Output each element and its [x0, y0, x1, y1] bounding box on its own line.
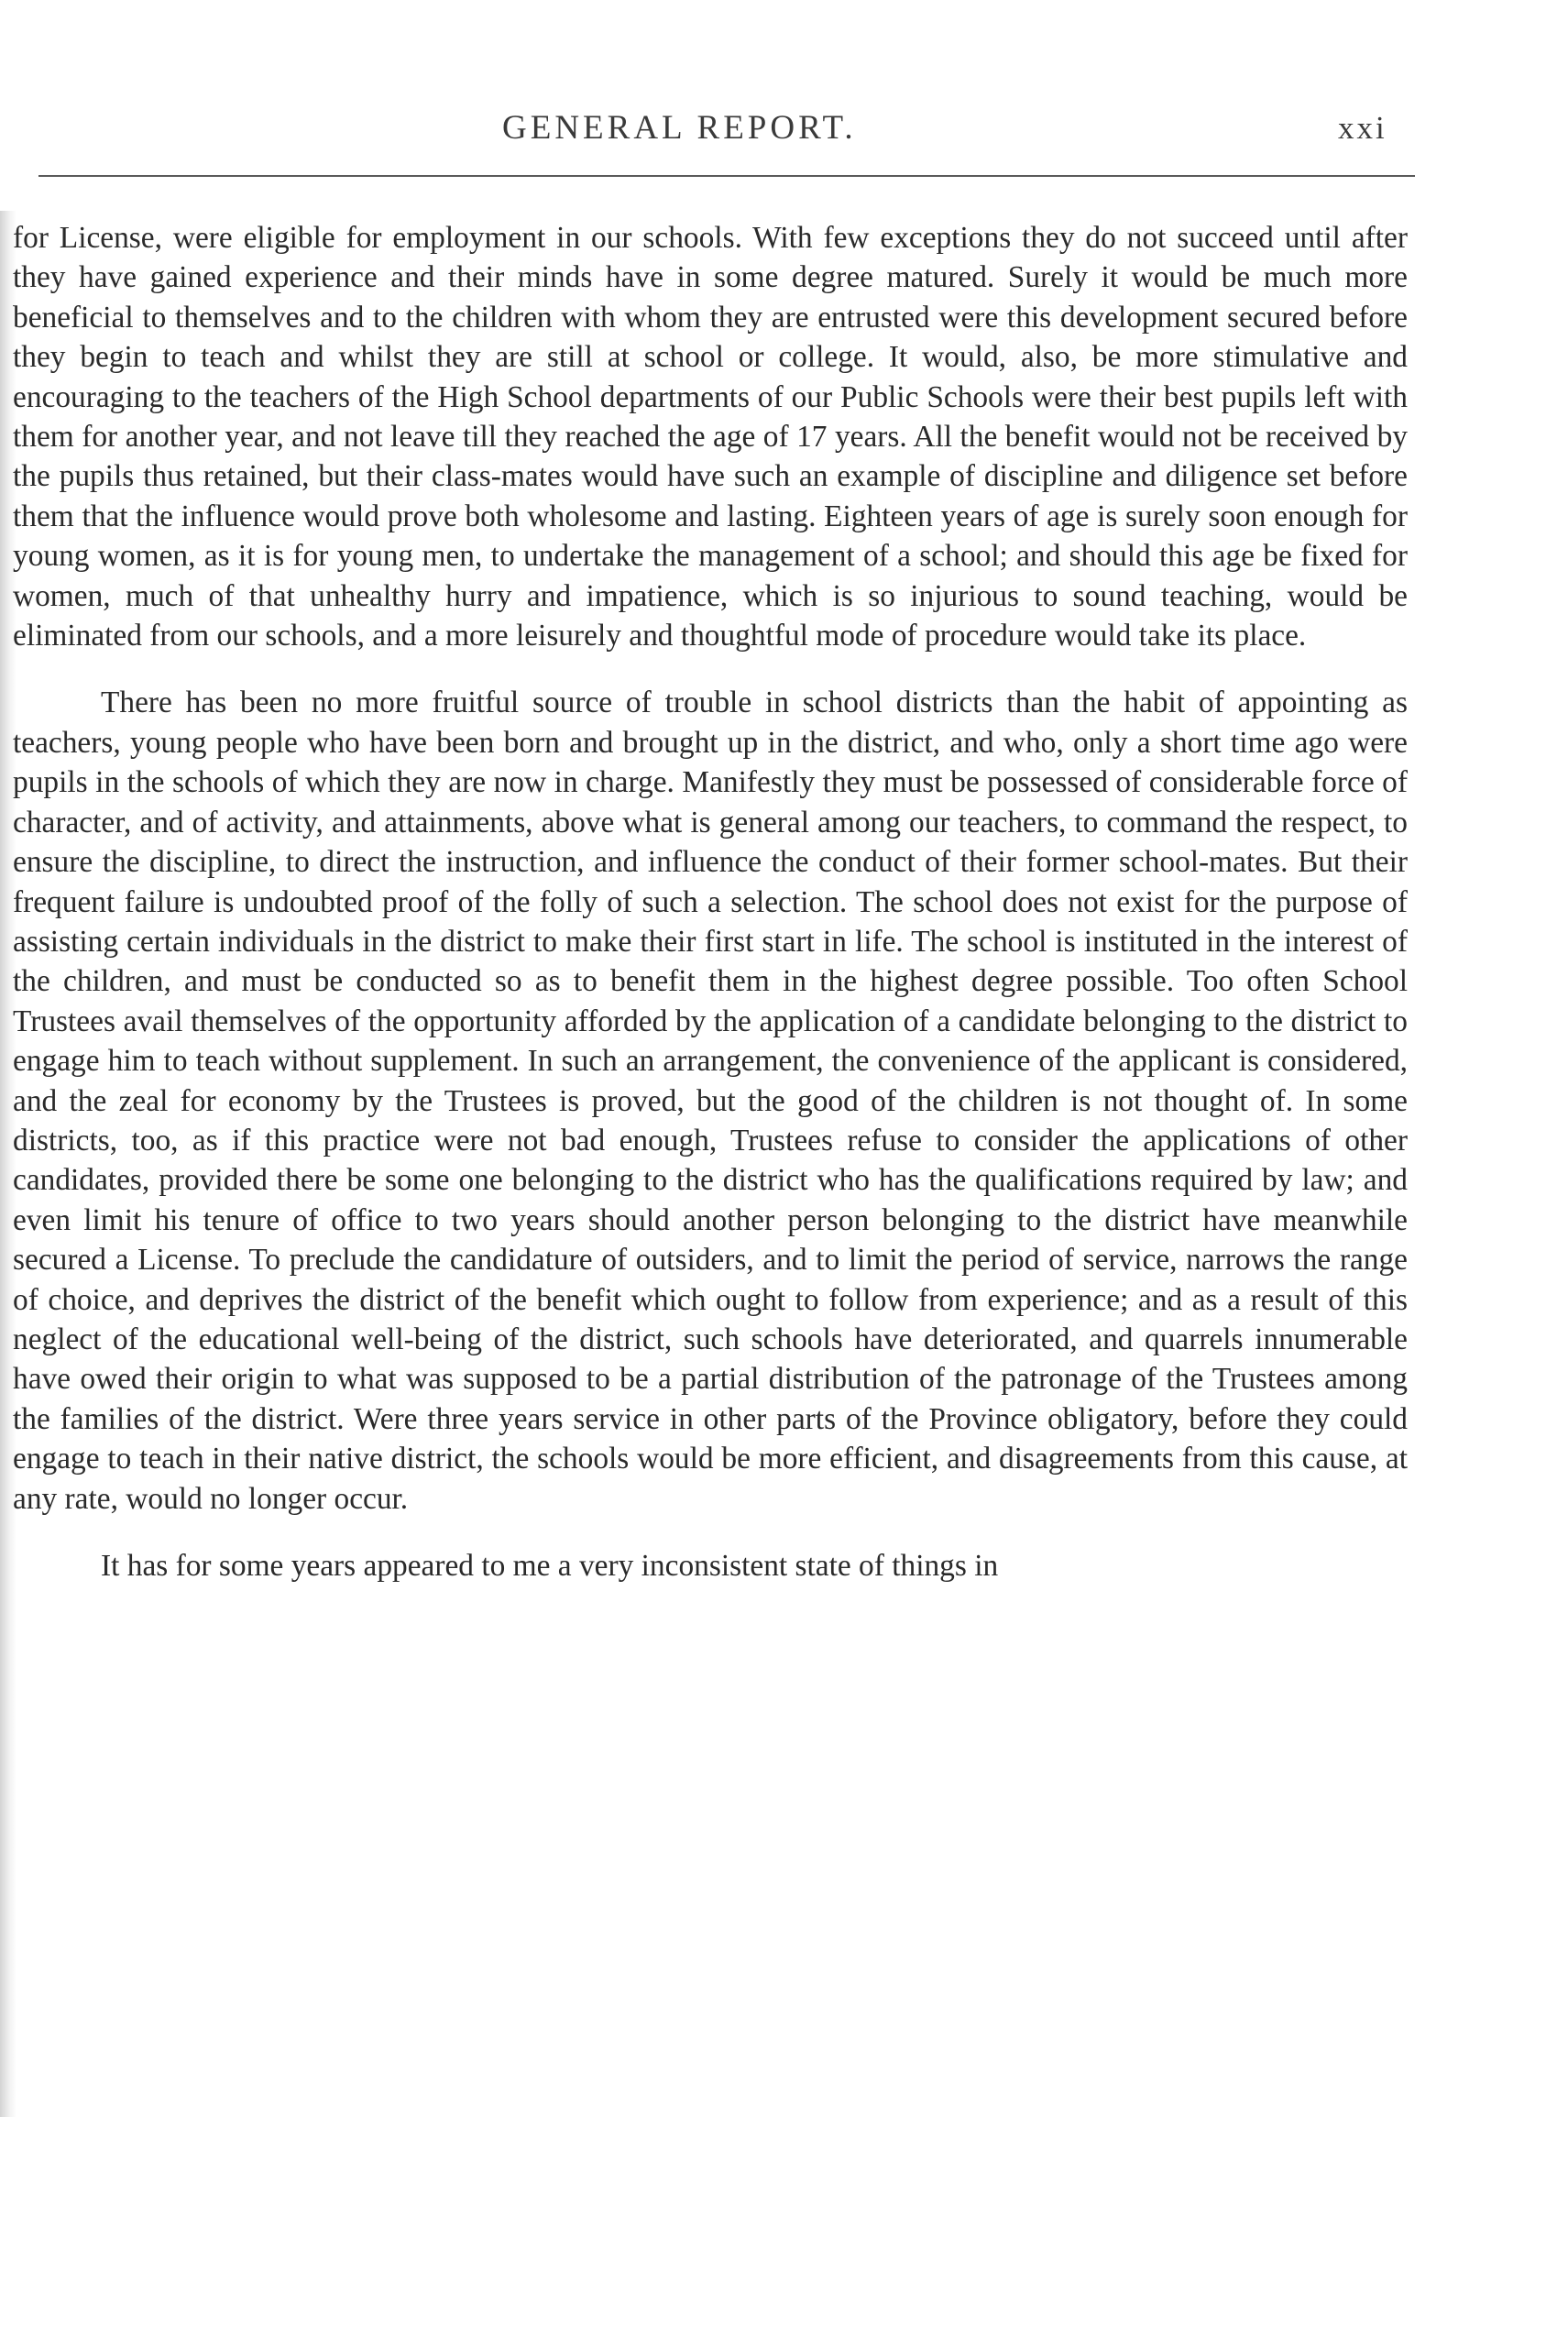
- running-title: GENERAL REPORT.: [502, 109, 857, 147]
- page-header: [37, 108, 1411, 154]
- paragraph-1: for License, were eligible for employment in our schools. With few exceptions they do not succeed until after they have gained experience and their minds have in some degree matured. Surely it would be much more beneficial to themselves and to the children with whom they are entrusted were this development secured before they begin to teach and whilst they are still at school or college. It would, also, be more stimulative and encouraging to the teachers of the High School departments of our Public Schools were their best pupils left with them for another year, and not leave till they reached the age of 17 years. All the benefit would not be received by the pupils thus retained, but their class-mates would have such an example of discipline and diligence set before them that the influence would prove both wholesome and lasting. Eighteen years of age is surely soon enough for young women, as it is for young men, to undertake the management of a school; and should this age be fixed for women, much of that unhealthy hurry and impatience, which is so injurious to sound teaching, would be eliminated from our schools, and a more leisurely and thoughtful mode of procedure would take its place.: [13, 221, 1408, 653]
- paragraph-3: It has for some years appeared to me a very inconsistent state of things in: [101, 1549, 999, 1583]
- page-number: xxi: [1338, 110, 1387, 146]
- header-rule: [38, 175, 1415, 177]
- paragraph-2: There has been no more fruitful source of trouble in school districts than the habit of appointing as teachers, young people who have been born and brought up in the district, and who, only a short time ago were pupils in the schools of which they are now in charge. Manifestly they must be possessed of considerable force of character, and of activity, and attainments, above what is general among our teachers, to command the respect, to ensure the discipline, to direct the instruction, and influence the conduct of their former school-mates. But their frequent failure is undoubted proof of the folly of such a selection. The school does not exist for the purpose of assisting certain individuals in the district to make their first start in life. The school is instituted in the interest of the children, and must be conducted so as to benefit them in the highest degree possible. Too often School Trustees avail themselves of the opportunity afforded by the application of a candidate belonging to the district to engage him to teach without supplement. In such an arrangement, the convenience of the applicant is considered, and the zeal for economy by the Trustees is proved, but the good of the children is not thought of. In some districts, too, as if this practice were not bad enough, Trustees refuse to consider the applications of other candidates, provided there be some one belonging to the district who has the qualifications required by law; and even limit his tenure of office to two years should another person belonging to the district have meanwhile secured a License. To preclude the candidature of outsiders, and to limit the period of service, narrows the range of choice, and deprives the district of the benefit which ought to follow from experience; and as a result of this neglect of the educational well-being of the district, such schools have deteriorated, and quarrels innumerable have owed their origin to what was supposed to be a partial distribution of the patronage of the Trustees among the families of the district. Were three years service in other parts of the Province obligatory, before they could engage to teach in their native district, the schools would be more efficient, and disagreements from this cause, at any rate, would no longer occur.: [13, 686, 1408, 1516]
- body-text: [13, 218, 1408, 1585]
